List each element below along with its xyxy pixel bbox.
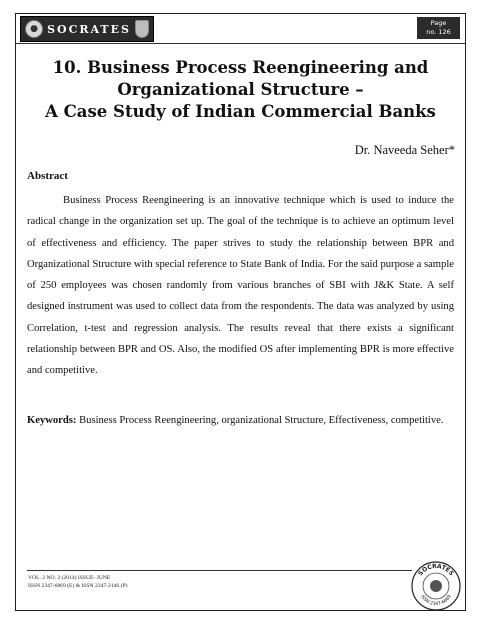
title-line-2: Organizational Structure –	[117, 80, 364, 99]
seal-top-text: SOCRATES	[417, 562, 455, 578]
footer-journal-info	[28, 574, 127, 590]
page-badge-number: no. 126	[426, 28, 451, 36]
page-number-badge	[417, 17, 460, 39]
journal-seal	[410, 560, 462, 612]
page-badge-label: Page	[430, 19, 447, 27]
footer-volume: VOL. 2 NO. 2 (2014) ISSUE- JUNE	[28, 575, 111, 581]
footer-divider	[27, 570, 412, 571]
keywords-label: Keywords:	[27, 415, 77, 426]
title-line-1: 10. Business Process Reengineering and	[52, 58, 429, 77]
journal-logo	[20, 16, 154, 42]
abstract-body: Business Process Reengineering is an innovative technique which is used to induce the radical change in the organization set up. The goal of the technique is to achieve an optimum level of effectiveness and efficiency. The paper strives to study the relationship between BPR and Organizational Structure with special reference to State Bank of India. For the said purpose a sample of 250 employees was chosen randomly from various branches of SBI with J&K State. A self designed instrument was used to collect data from the respondents. The data was analyzed by using Correlation, t-test and regression analysis. The results reveal that there exists a significant relationship between BPR and OS. Also, the modified OS after implementing BPR is more effective and competitive.	[27, 195, 454, 377]
title-line-3: A Case Study of Indian Commercial Banks	[45, 102, 436, 121]
keywords	[27, 414, 457, 427]
header-divider	[16, 43, 465, 44]
seal-bottom-text: ISSN 2347-6869	[419, 594, 453, 608]
footer-issn: ISSN 2347-6869 (E) & ISSN 2347-2146 (P)	[28, 583, 128, 589]
paper-title	[20, 57, 461, 123]
abstract-heading: Abstract	[27, 170, 68, 182]
medal-icon: ●	[25, 20, 43, 38]
journal-logo-text: SOCRATES	[47, 22, 131, 36]
shield-icon	[135, 20, 149, 38]
keywords-text: Business Process Reengineering, organizational Structure, Effectiveness, competitive.	[76, 415, 444, 426]
author-name: Dr. Naveeda Seher*	[354, 143, 455, 157]
